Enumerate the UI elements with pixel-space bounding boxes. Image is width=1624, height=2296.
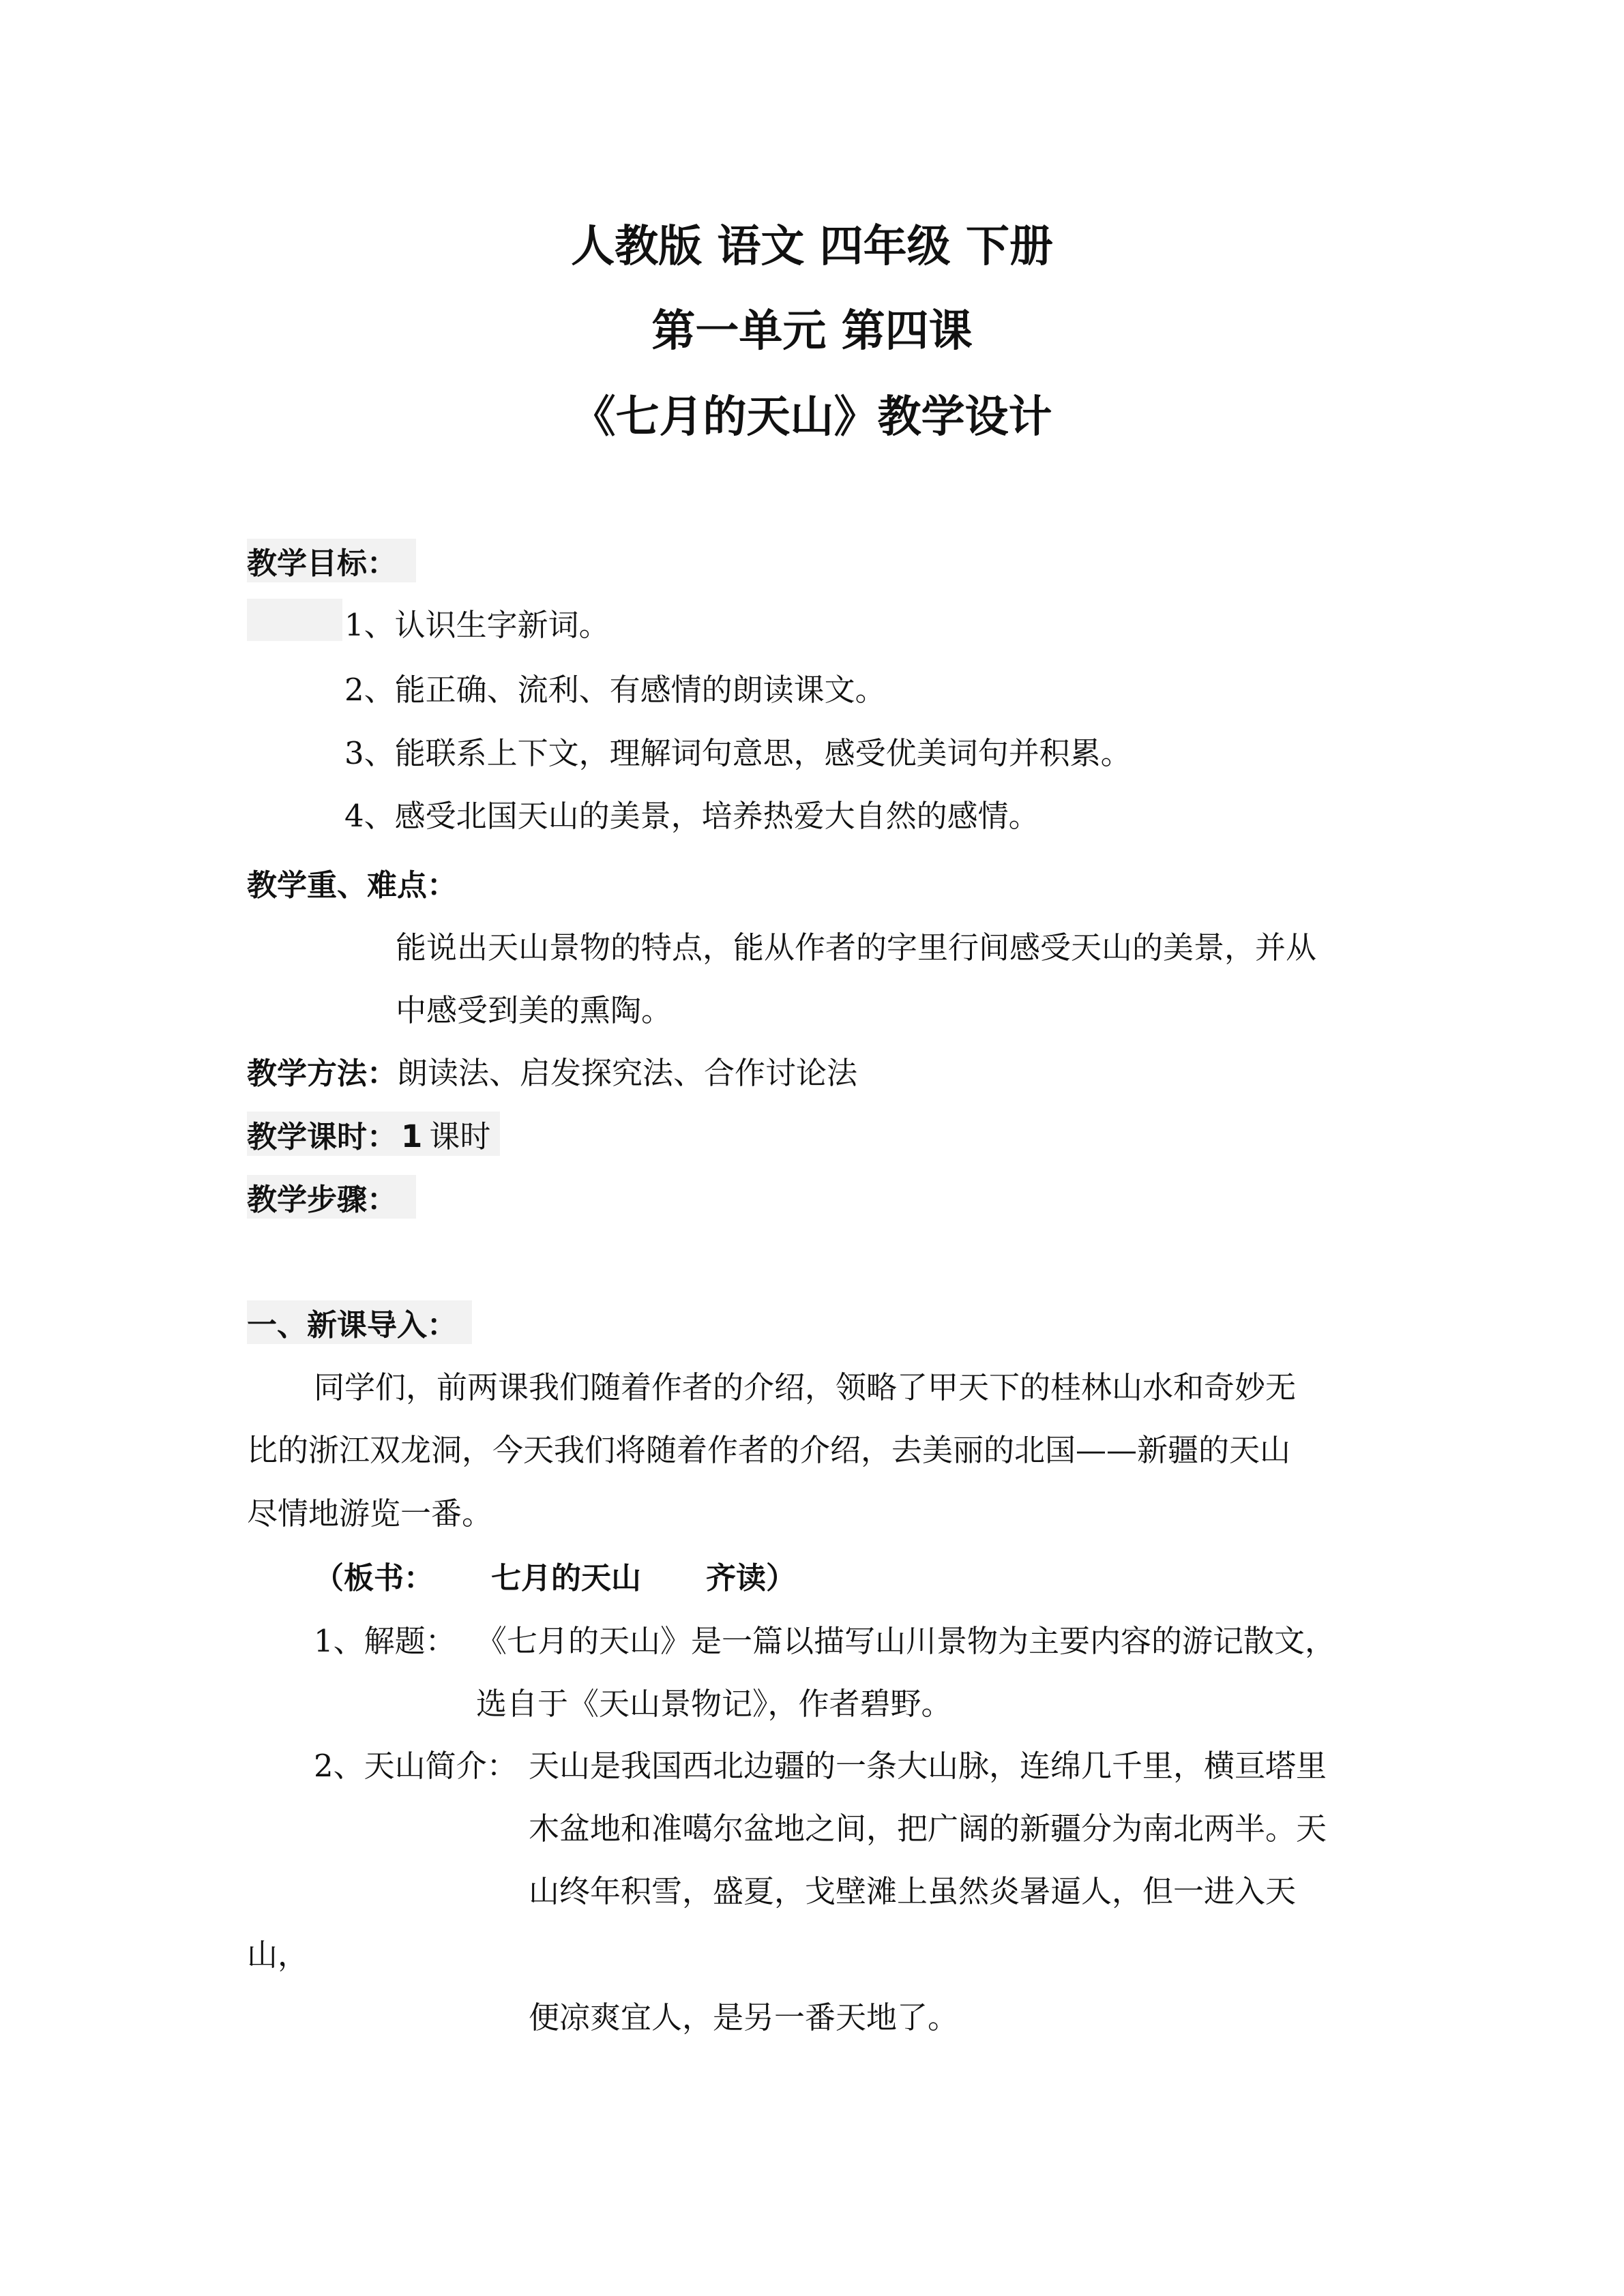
board-title: 七月的天山 [491, 1561, 641, 1596]
tianshan-label: 2、天山简介： [314, 1748, 518, 1784]
tianshan-text: 天山是我国西北边疆的一条大山脉，连绵几千里，横亘塔里 [529, 1748, 1327, 1784]
key-points-heading: 教学重、难点： [247, 868, 457, 903]
hours-number: 1 [401, 1118, 423, 1154]
doc-title-edition: 人教版 语文 四年级 下册 [571, 222, 1053, 272]
board-open: （板书： [314, 1561, 434, 1596]
steps-heading: 教学步骤： [247, 1175, 416, 1219]
topic-label: 1、解题： [314, 1623, 456, 1659]
objective-item: 4、感受北国天山的美景，培养热爱大自然的感情。 [344, 798, 1039, 834]
intro-paragraph-line: 比的浙江双龙洞，今天我们将随着作者的介绍，去美丽的北国——新疆的天山 [247, 1432, 1291, 1468]
hours-unit: 课时 [429, 1118, 491, 1154]
tianshan-text: 山， [247, 1937, 309, 1973]
board-read: 齐读） [706, 1561, 796, 1596]
doc-title-lesson: 《七月的天山》教学设计 [572, 392, 1052, 443]
key-points-text: 中感受到美的熏陶。 [396, 992, 673, 1028]
objective-item: 1、认识生字新词。 [344, 607, 610, 643]
tianshan-text: 便凉爽宜人，是另一番天地了。 [529, 1999, 959, 2036]
intro-paragraph-line: 尽情地游览一番。 [247, 1495, 493, 1532]
objective-item: 3、能联系上下文，理解词句意思，感受优美词句并积累。 [344, 735, 1132, 771]
tianshan-text: 木盆地和准噶尔盆地之间，把广阔的新疆分为南北两半。天 [529, 1810, 1327, 1847]
doc-title-unit: 第一单元 第四课 [651, 306, 973, 357]
method-label: 教学方法： [247, 1056, 397, 1091]
intro-paragraph-line: 同学们，前两课我们随着作者的介绍，领略了甲天下的桂林山水和奇妙无 [314, 1369, 1297, 1405]
section-heading: 一、新课导入： [247, 1300, 472, 1344]
method-value: 朗读法、启发探究法、合作讨论法 [397, 1055, 858, 1091]
objectives-heading: 教学目标： [247, 539, 416, 582]
objective-item: 2、能正确、流利、有感情的朗读课文。 [344, 672, 886, 708]
objective-shading [247, 599, 342, 641]
teaching-hours [247, 1112, 500, 1156]
hours-label: 教学课时： [247, 1120, 397, 1154]
key-points-text: 能说出天山景物的特点，能从作者的字里行间感受天山的美景，并从 [396, 929, 1317, 966]
tianshan-text: 山终年积雪，盛夏，戈壁滩上虽然炎暑逼人，但一进入天 [529, 1873, 1297, 1909]
topic-text: 选自于《天山景物记》，作者碧野。 [476, 1686, 952, 1722]
topic-text: 《七月的天山》是一篇以描写山川景物为主要内容的游记散文， [476, 1623, 1336, 1659]
teaching-method [247, 1048, 857, 1092]
